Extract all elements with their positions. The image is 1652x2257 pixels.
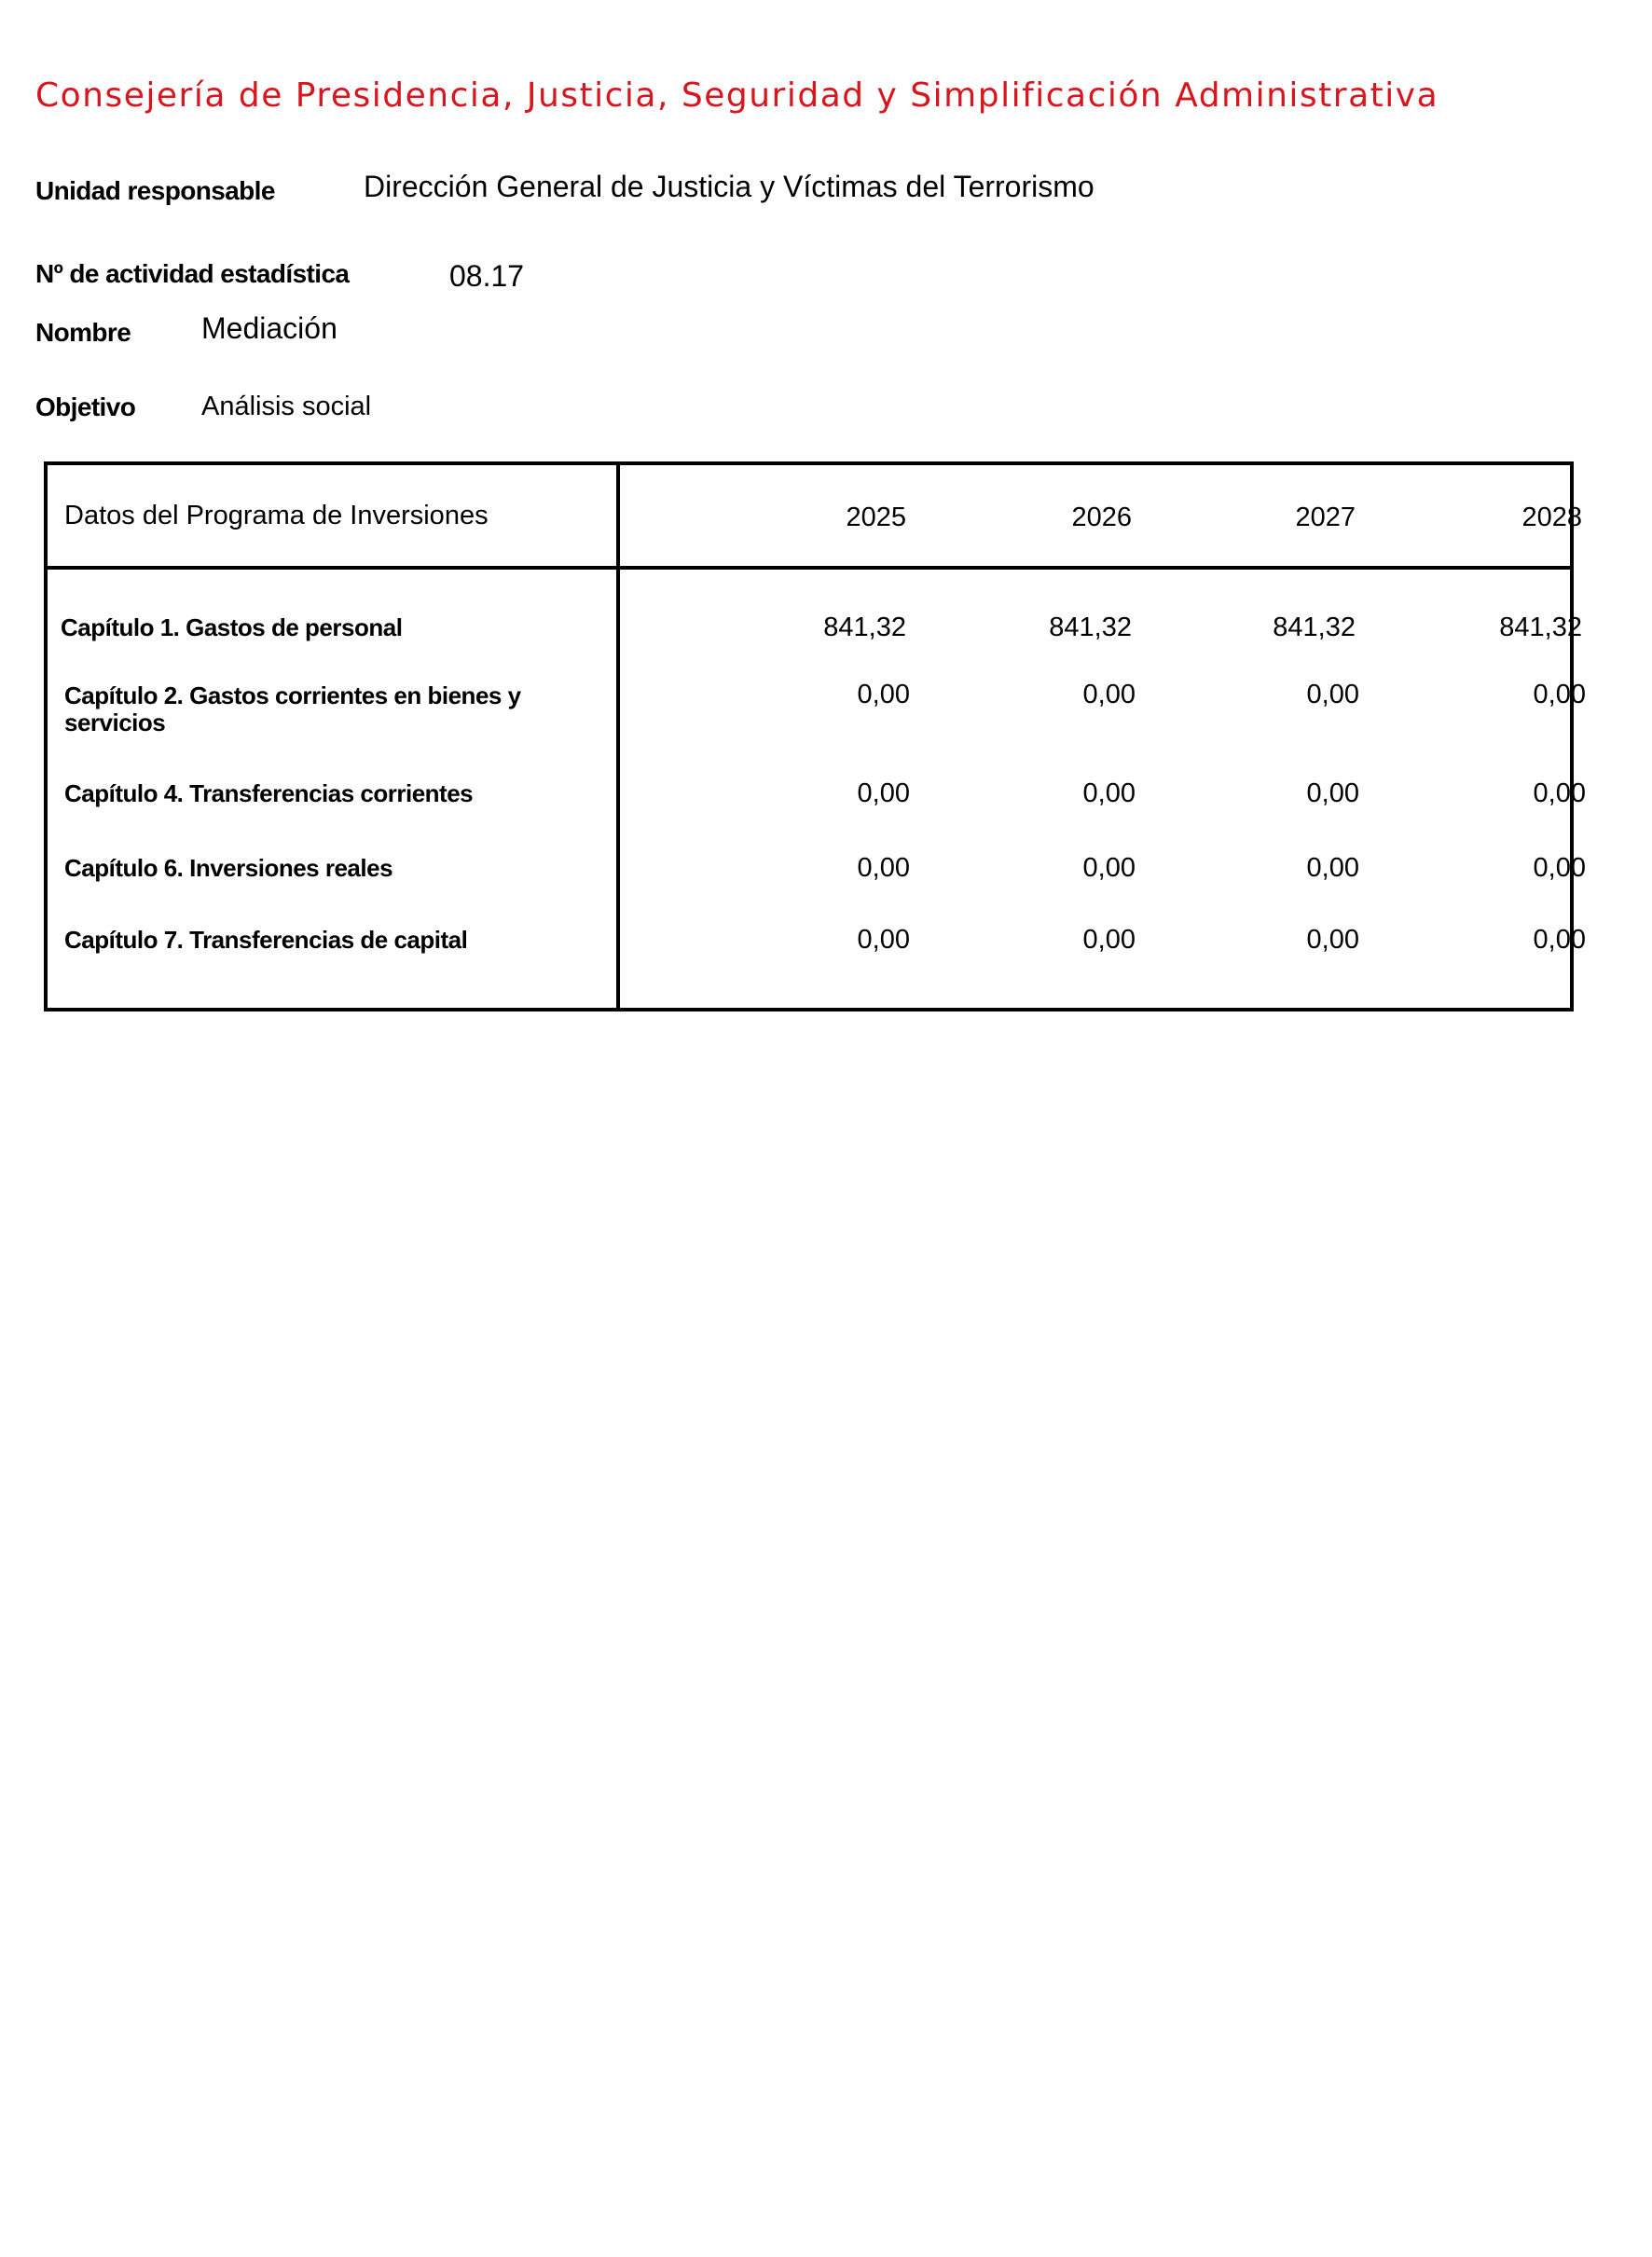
table-cell: 841,32 [1499,612,1582,642]
table-cell: 0,00 [1533,925,1586,955]
table-cell: 0,00 [857,853,910,883]
year-header: 2027 [1295,502,1356,532]
table-cell: 0,00 [1082,680,1136,709]
table-cell: 841,32 [823,612,906,642]
table-cell: 0,00 [1306,925,1359,955]
table-cell: 0,00 [1533,853,1586,883]
unidad-value: Dirección General de Justicia y Víctimas del Terrorismo [364,170,1094,203]
table-row-label: Capítulo 2. Gastos corrientes en bienes y servicios [64,681,521,736]
year-header: 2026 [1071,502,1132,532]
year-header: 2028 [1521,502,1582,532]
table-header-divider [48,566,1570,570]
investment-table [44,461,1586,1012]
table-cell: 0,00 [1533,680,1586,709]
table-cell: 0,00 [857,680,910,709]
actividad-label: Nº de actividad estadística [35,259,350,288]
table-cell: 0,00 [1082,853,1136,883]
table-cell: 0,00 [857,925,910,955]
department-title: Consejería de Presidencia, Justicia, Seguridad y Simplificación Administrativa [35,76,1439,115]
table-cell: 0,00 [1082,778,1136,808]
table-cell: 0,00 [1533,778,1586,808]
year-header: 2025 [846,502,906,532]
objetivo-value: Análisis social [201,392,372,421]
table-row-label: Capítulo 4. Transferencias corrientes [64,779,474,807]
table-row-label: Capítulo 6. Inversiones reales [64,854,393,882]
table-cell: 0,00 [1306,680,1359,709]
table-cell: 841,32 [1273,612,1356,642]
table-row-label: Capítulo 1. Gastos de personal [61,613,403,641]
table-cell: 841,32 [1049,612,1132,642]
unidad-label: Unidad responsable [35,176,275,205]
nombre-label: Nombre [35,318,131,347]
table-column-divider [616,465,620,1008]
table-cell: 0,00 [857,778,910,808]
table-cell: 0,00 [1082,925,1136,955]
nombre-value: Mediación [201,311,337,345]
table-cell: 0,00 [1306,853,1359,883]
table-cell: 0,00 [1306,778,1359,808]
table-header-label: Datos del Programa de Inversiones [64,501,489,530]
actividad-value: 08.17 [449,259,525,293]
objetivo-label: Objetivo [35,392,136,421]
table-row-label: Capítulo 7. Transferencias de capital [64,926,468,954]
